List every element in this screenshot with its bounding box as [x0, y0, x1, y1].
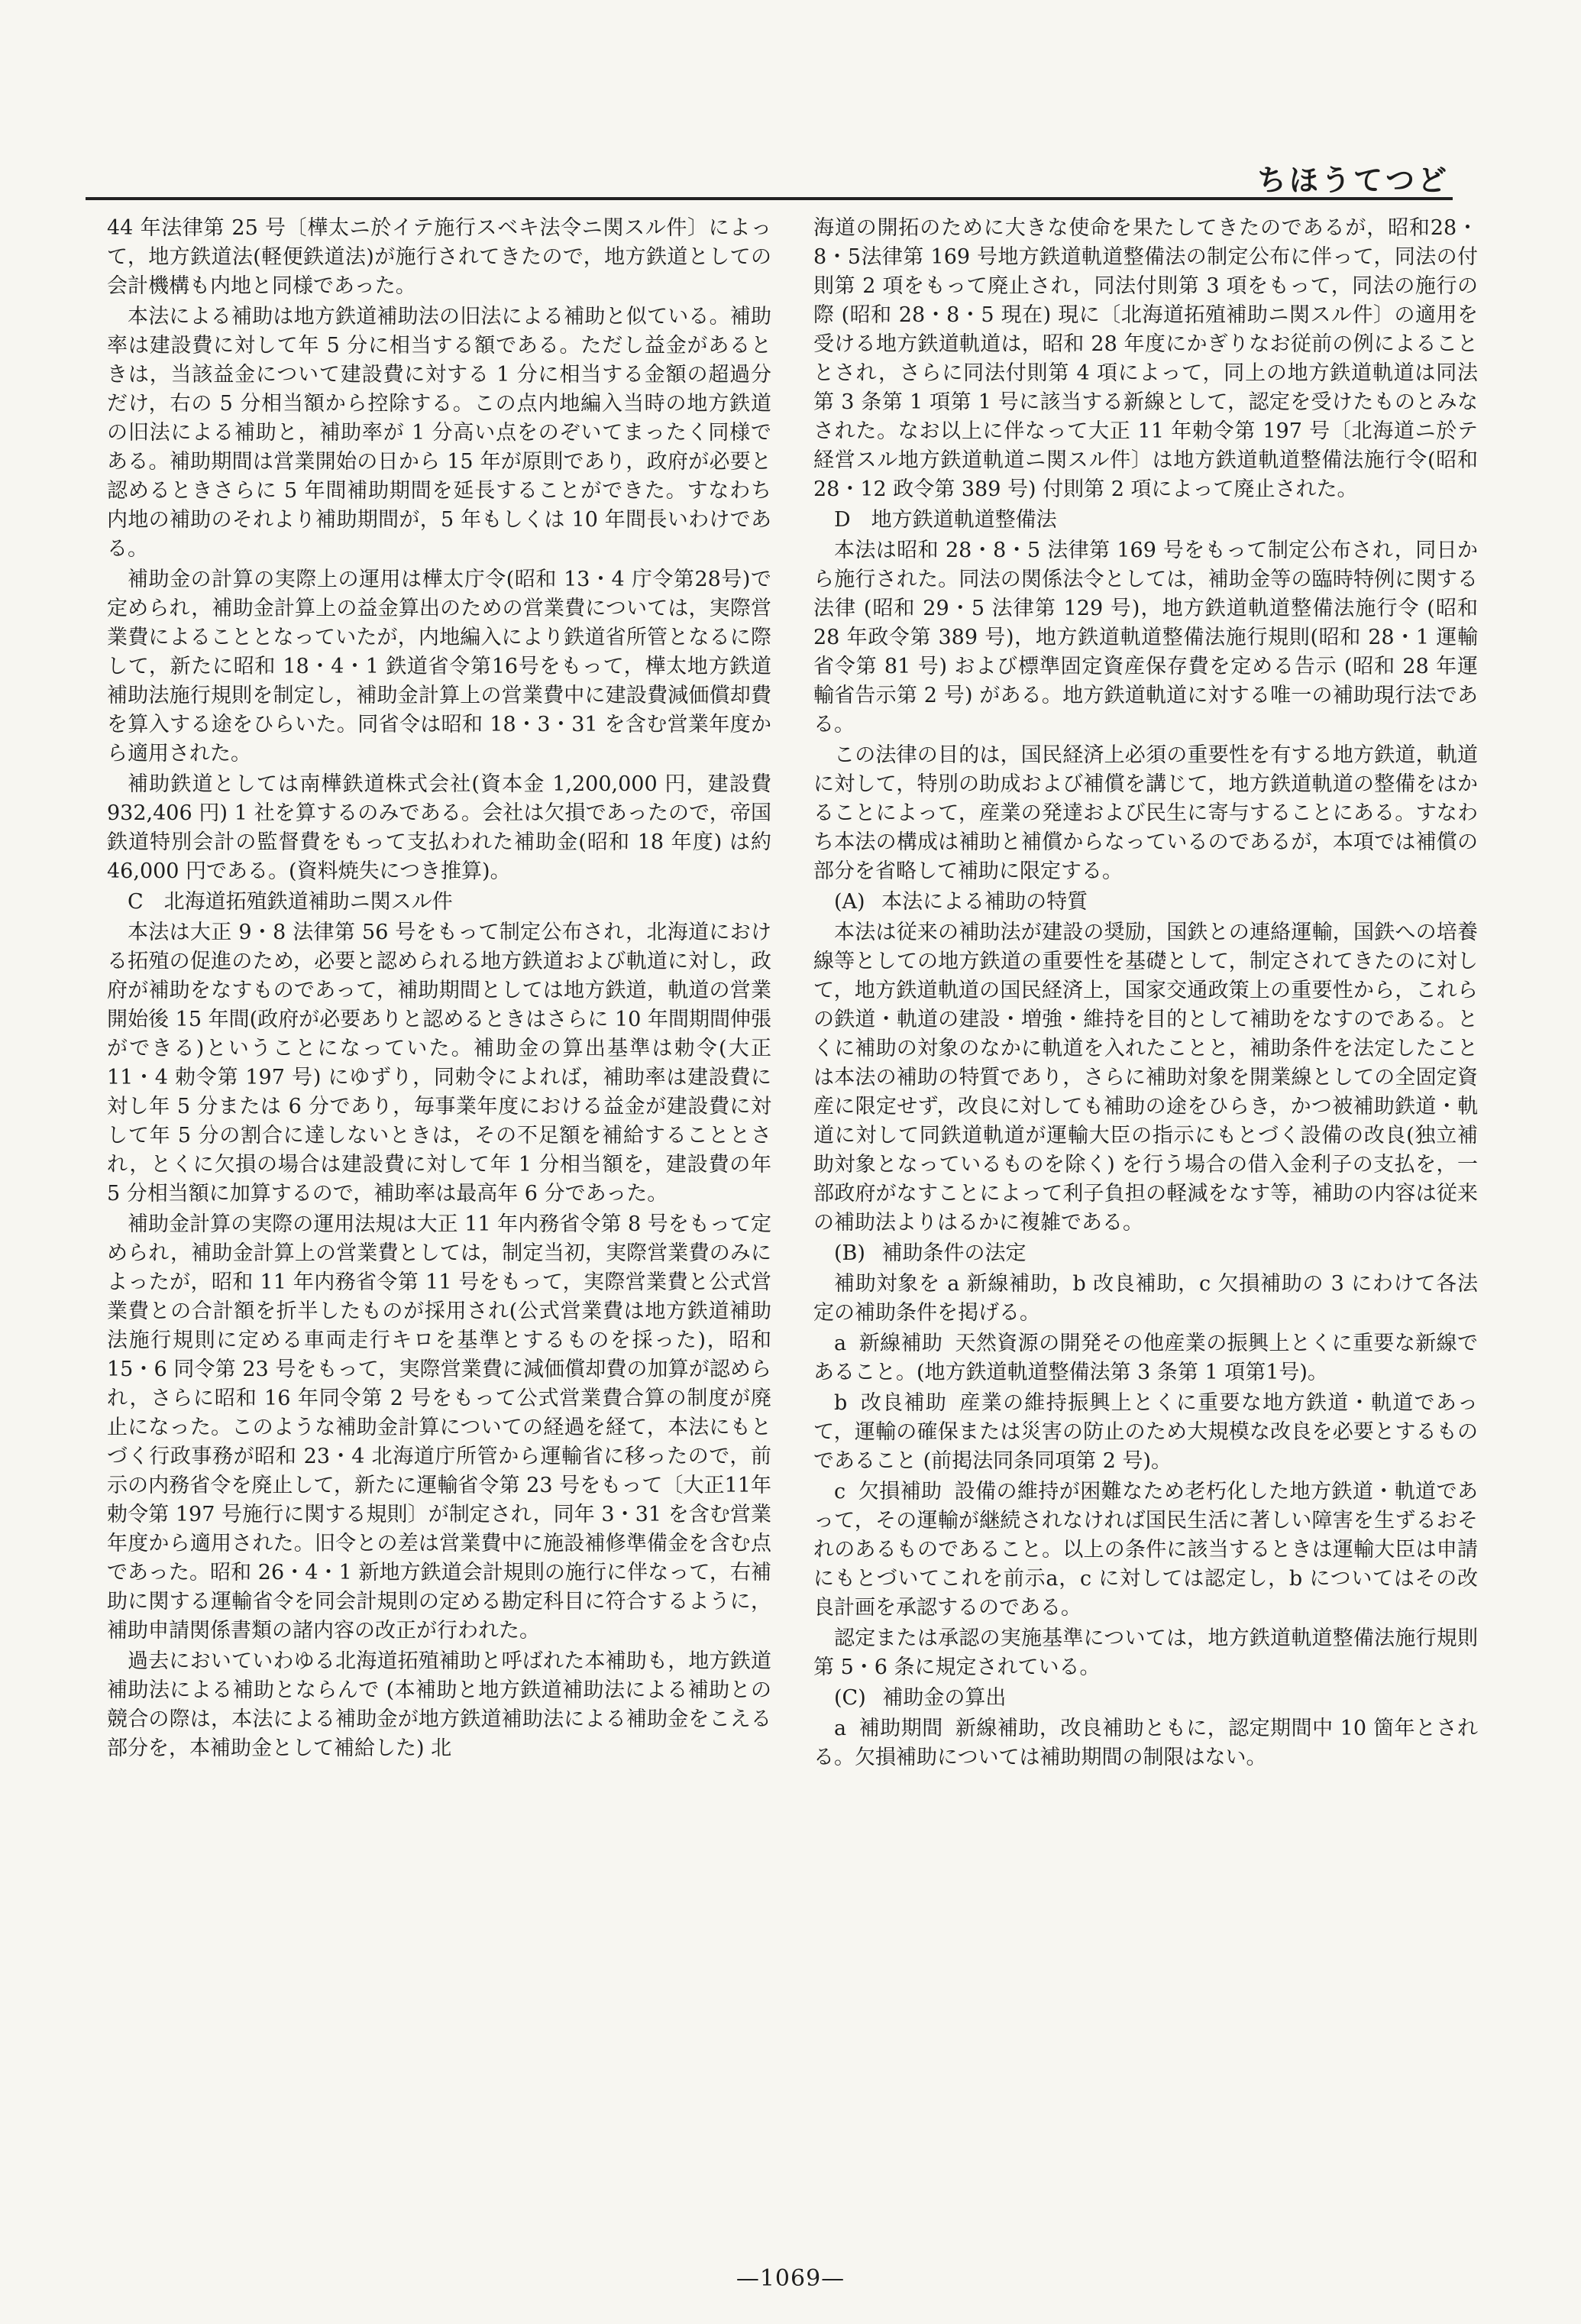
subsection-marker: (C): [834, 1686, 866, 1710]
paragraph: 補助鉄道としては南樺鉄道株式会社(資本金 1,200,000 円，建設費932,406 円) 1 社を算するのみである。会社は欠損であったので，帝国鉄道特別会計の監督費をもって支払われた補助金(昭和 18 年度) は約 46,000 円である。(資料焼失につき推算)。: [107, 772, 771, 883]
section-marker: C: [128, 890, 144, 914]
item-heading: 改良補助: [859, 1391, 948, 1415]
item-heading: 欠損補助: [858, 1480, 942, 1503]
subsection-title: 補助金の算出: [882, 1686, 1007, 1710]
section-title: 北海道拓殖鉄道補助ニ関スル件: [163, 890, 453, 914]
item-text: 設備の維持が困難なため老朽化した地方鉄道・軌道であって，その運輸が継続されなければ国民生活に著しい障害を生ずるおそれのあるものであること。以上の条件に該当するときは運輸大臣は申請にもとづいてこれを前示a，c に対しては認定し，b についてはその改良計画を承認するのである。: [813, 1480, 1478, 1620]
page-number: —1069—: [736, 2265, 845, 2292]
paragraph: 補助対象を a 新線補助，b 改良補助，c 欠損補助の 3 にわけて各法定の補助条件を掲げる。: [813, 1272, 1478, 1325]
item-marker: a: [834, 1332, 847, 1355]
section-title: 地方鉄道軌道整備法: [871, 508, 1057, 532]
item-heading: 補助期間: [858, 1717, 943, 1740]
paragraph: 過去においていわゆる北海道拓殖補助と呼ばれた本補助も，地方鉄道補助法による補助とならんで (本補助と地方鉄道補助法による補助との競合の際は，本法による補助金が地方鉄道補助法による補助金をこえる部分を，本補助金として補給した) 北: [107, 1649, 771, 1760]
paragraph: 44 年法律第 25 号〔樺太ニ於イテ施行スベキ法令ニ関スル件〕によって，地方鉄道法(軽便鉄道法)が施行されてきたので，地方鉄道としての会計機構も内地と同様であった。: [107, 216, 771, 298]
list-item: [813, 1329, 1478, 1387]
paragraph: 海道の開拓のために大きな使命を果たしてきたのであるが，昭和28・8・5法律第 169 号地方鉄道軌道整備法の制定公布に伴って，同法の付則第 2 項をもって廃止され，同法付則第 3 項をもって，同法の施行の際 (昭和 28・8・5 現在) 現に〔北海道拓殖補助ニ関スル件〕の適用を受ける地方鉄道軌道は，昭和 28 年度にかぎりなお従前の例によることとされ，さらに同法付則第 4 項によって，同上の地方鉄道軌道は同法第 3 条第 1 項第 1 号に該当する新線として，認定を受けたものとみなされた。なお以上に伴なって大正 11 年勅令第 197 号〔北海道ニ於テ経営スル地方鉄道軌道ニ関スル件〕は地方鉄道軌道整備法施行令(昭和 28・12 政令第 389 号) 付則第 2 項によって廃止された。: [813, 216, 1478, 501]
item-text: 産業の維持振興上とくに重要な地方鉄道・軌道であって，運輸の確保または災害の防止のため大規模な改良を必要とするものであること (前掲法同条同項第 2 号)。: [813, 1391, 1479, 1473]
paragraph: 認定または承認の実施基準については，地方鉄道軌道整備法施行規則第 5・6 条に規定されている。: [813, 1626, 1478, 1679]
list-item: [813, 1389, 1478, 1476]
subsection-heading: [813, 1239, 1478, 1268]
section-heading: [813, 506, 1478, 535]
paragraph: 補助金計算の実際の運用法規は大正 11 年内務省令第 8 号をもって定められ，補助金計算上の営業費としては，制定当初，実際営業費のみによったが，昭和 11 年内務省令第 11 号をもって，実際営業費と公式営業費との合計額を折半したものが採用され(公式営業費は地方鉄道補助法施行規則に定める車両走行キロを基準とするものを採った)，昭和 15・6 同令第 23 号をもって，実際営業費に減価償却費の加算が認められ，さらに昭和 16 年同令第 2 号をもって公式営業費合算の制度が廃止になった。このような補助金計算についての経過を経て，本法にもとづく行政事務が昭和 23・4 北海道庁所管から運輸省に移ったので，前示の内務省令を廃止して，新たに運輸省令第 23 号をもって〔大正11年勅令第 197 号施行に関する規則〕が制定され，同年 3・31 を含む営業年度から適用された。旧令との差は営業費中に施設補修準備金を含む点であった。昭和 26・4・1 新地方鉄道会計規則の施行に伴なって，右補助に関する運輸省令を同会計規則の定める勘定科目に符合するように，補助申請関係書類の諸内容の改正が行われた。: [107, 1212, 771, 1643]
item-heading: 新線補助: [858, 1332, 943, 1355]
list-item: [813, 1478, 1478, 1623]
paragraph: 本法による補助は地方鉄道補助法の旧法による補助と似ている。補助率は建設費に対して年 5 分に相当する額である。ただし益金があるときは，当該益金について建設費に対する 1 分に相当する金額の超過分だけ，右の 5 分相当額から控除する。この点内地編入当時の地方鉄道の旧法による補助と，補助率が 1 分高い点をのぞいてまったく同様である。補助期間は営業開始の日から 15 年が原則であり，政府が必要と認めるときさらに 5 年間補助期間を延長することができた。すなわち内地の補助のそれより補助期間が，5 年もしくは 10 年間長いわけである。: [107, 305, 771, 561]
header-rule: [86, 197, 1453, 200]
subsection-title: 本法による補助の特質: [881, 890, 1088, 914]
subsection-title: 補助条件の法定: [881, 1241, 1027, 1265]
item-marker: c: [834, 1480, 846, 1503]
subsection-marker: (A): [834, 890, 865, 914]
item-marker: a: [834, 1717, 847, 1740]
paragraph: 補助金の計算の実際上の運用は樺太庁令(昭和 13・4 庁令第28号)で定められ，補助金計算上の益金算出のための営業費については，実際営業費によることとなっていたが，内地編入により鉄道省所管となるに際して，新たに昭和 18・4・1 鉄道省令第16号をもって，樺太地方鉄道補助法施行規則を制定し，補助金計算上の営業費中に建設費減価償却費を算入する途をひらいた。同省令は昭和 18・3・31 を含む営業年度から適用された。: [107, 568, 771, 765]
paragraph: 本法は昭和 28・8・5 法律第 169 号をもって制定公布され，同日から施行された。同法の関係法令としては，補助金等の臨時特例に関する法律 (昭和 29・5 法律第 129 号)，地方鉄道軌道整備法施行令 (昭和 28 年政令第 389 号)，地方鉄道軌道整備法施行規則(昭和 28・1 運輸省令第 81 号) および標準固定資産保存費を定める告示 (昭和 28 年運輸省告示第 2 号) がある。地方鉄道軌道に対する唯一の補助現行法である。: [813, 539, 1478, 736]
item-text: 新線補助，改良補助ともに，認定期間中 10 箇年とされる。欠損補助については補助期間の制限はない。: [813, 1717, 1478, 1769]
paragraph: 本法は大正 9・8 法律第 56 号をもって制定公布され，北海道における拓殖の促進のため，必要と認められる地方鉄道および軌道に対し，政府が補助をなすものであって，補助期間としては地方鉄道，軌道の営業開始後 15 年間(政府が必要ありと認めるときはさらに 10 年間期間伸張ができる)ということになっていた。補助金の算出基準は勅令(大正 11・4 勅令第 197 号) にゆずり，同勅令によれば，補助率は建設費に対し年 5 分または 6 分であり，毎事業年度における益金が建設費に対して年 5 分の割合に達しないときは，その不足額を補給することとされ，とくに欠損の場合は建設費に対して年 1 分相当額を，建設費の年 5 分相当額に加算するので，補助率は最高年 6 分であった。: [107, 921, 771, 1206]
paragraph: この法律の目的は，国民経済上必須の重要性を有する地方鉄道，軌道に対して，特別の助成および補償を講じて，地方鉄道軌道の整備をはかることによって，産業の発達および民生に寄与することにある。すなわち本法の構成は補助と補償からなっているのであるが，本項では補償の部分を省略して補助に限定する。: [813, 743, 1478, 883]
section-heading: [107, 888, 771, 917]
subsection-heading: [813, 888, 1478, 917]
section-marker: D: [834, 508, 851, 532]
paragraph: 本法は従来の補助法が建設の奨励，国鉄との連絡運輸，国鉄への培養線等としての地方鉄道の重要性を基礎として，制定されてきたのに対して，地方鉄道軌道の国民経済上，国家交通政策上の重要性から，これらの鉄道・軌道の建設・増強・維持を目的として補助をなすのである。とくに補助の対象のなかに軌道を入れたことと，補助条件を法定したことは本法の補助の特質であり，さらに補助対象を開業線としての全固定資産に限定せず，改良に対しても補助の途をひらき，かつ被補助鉄道・軌道に対して同鉄道軌道が運輸大臣の指示にもとづく設備の改良(独立補助対象となっているものを除く) を行う場合の借入金利子の支払を，一部政府がなすことによって利子負担の軽減をなす等，補助の内容は従来の補助法よりはるかに複雑である。: [813, 921, 1478, 1235]
left-column: [107, 214, 771, 1765]
list-item: [813, 1714, 1478, 1772]
right-column: [813, 214, 1478, 1774]
running-head: ちほうてつど: [1256, 163, 1450, 197]
item-text: 天然資源の開発その他産業の振興上とくに重要な新線であること。(地方鉄道軌道整備法第 3 条第 1 項第1号)。: [813, 1332, 1479, 1384]
subsection-marker: (B): [834, 1241, 865, 1265]
item-marker: b: [834, 1391, 848, 1415]
subsection-heading: [813, 1684, 1478, 1713]
